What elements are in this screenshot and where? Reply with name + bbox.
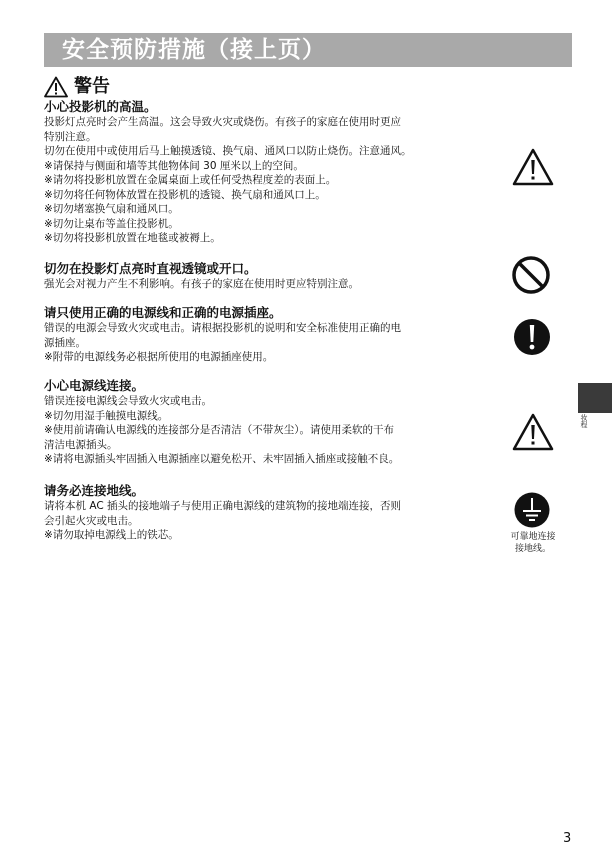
section-line: ※使用前请确认电源线的连接部分是否清洁（不带灰尘）。请使用柔软的干布 bbox=[44, 424, 395, 436]
section-line: 请将本机 AC 插头的接地端子与使用正确电源线的建筑物的接地端连接，否则 bbox=[44, 500, 402, 512]
prohibition-icon bbox=[511, 255, 551, 295]
section-line: 错误连接电源线会导致火灾或电击。 bbox=[44, 395, 212, 407]
section-line: ※请勿取掉电源线上的铁芯。 bbox=[44, 529, 179, 541]
section-line: ※切勿让桌布等盖住投影机。 bbox=[44, 217, 179, 230]
section-line: 源插座。 bbox=[44, 336, 86, 349]
section-high-temperature bbox=[44, 99, 494, 246]
ground-icon-caption bbox=[498, 531, 568, 555]
section-correct-power-cord bbox=[44, 305, 494, 365]
ground-icon bbox=[514, 492, 550, 528]
warning-triangle-icon bbox=[44, 76, 68, 98]
section-line: ※切勿用湿手触摸电源线。 bbox=[44, 409, 169, 422]
caption-line: 接地线。 bbox=[514, 544, 551, 554]
section-line: ※请勿将投影机放置在金属桌面上或任何受热程度差的表面上。 bbox=[44, 174, 337, 186]
section-line: 投影灯点亮时会产生高温。这会导致火灾或烧伤。有孩子的家庭在使用时更应 bbox=[44, 116, 401, 128]
section-line: ※请将电源插头牢固插入电源插座以避免松开、未牢固插入插座或接触不良。 bbox=[44, 453, 400, 465]
section-line: ※切勿堵塞换气扇和通风口。 bbox=[44, 203, 179, 215]
warning-heading-text: 警告 bbox=[74, 76, 110, 97]
section-do-not-look-into-lens bbox=[44, 261, 494, 292]
side-tab bbox=[578, 383, 612, 413]
section-line: 切勿在使用中或使用后马上触摸透镜、换气扇、通风口以防止烧伤。注意通风。 bbox=[44, 145, 412, 157]
caption-line: 可靠地连接 bbox=[510, 532, 556, 542]
section-power-cord-connection bbox=[44, 378, 494, 467]
section-line: ※请保持与侧面和墙等其他物体间 30 厘米以上的空间。 bbox=[44, 159, 304, 172]
section-line: 错误的电源会导致火灾或电击。请根据投影机的说明和安全标准使用正确的电 bbox=[44, 322, 401, 334]
section-title: 切勿在投影灯点亮时直视透镜或开口。 bbox=[44, 261, 257, 276]
section-line: 特别注意。 bbox=[44, 130, 97, 143]
page-title: 安全预防措施（接上页） bbox=[62, 37, 326, 63]
section-line: ※附带的电源线务必根据所使用的电源插座使用。 bbox=[44, 351, 274, 363]
section-line: ※切勿将投影机放置在地毯或被褥上。 bbox=[44, 232, 221, 244]
section-title: 小心投影机的高温。 bbox=[44, 99, 157, 114]
section-title: 小心电源线连接。 bbox=[44, 378, 145, 393]
section-line: ※切勿将任何物体放置在投影机的透镜、换气扇和通风口上。 bbox=[44, 188, 326, 201]
header-bar bbox=[44, 33, 572, 67]
section-title: 请务必连接地线。 bbox=[44, 483, 145, 498]
section-ground-wire bbox=[44, 483, 494, 543]
warning-heading bbox=[44, 74, 110, 100]
caution-triangle-icon bbox=[512, 413, 554, 451]
section-line: 会引起火灾或电击。 bbox=[44, 514, 139, 527]
mandatory-exclamation-icon bbox=[513, 318, 551, 356]
section-line: 清洁电源插头。 bbox=[44, 438, 118, 451]
side-tab-label: 妆程 bbox=[580, 414, 588, 428]
section-title: 请只使用正确的电源线和正确的电源插座。 bbox=[44, 305, 282, 320]
section-line: 强光会对视力产生不利影响。有孩子的家庭在使用时更应特别注意。 bbox=[44, 278, 359, 290]
page-number: 3 bbox=[563, 831, 572, 846]
caution-triangle-icon bbox=[512, 148, 554, 186]
